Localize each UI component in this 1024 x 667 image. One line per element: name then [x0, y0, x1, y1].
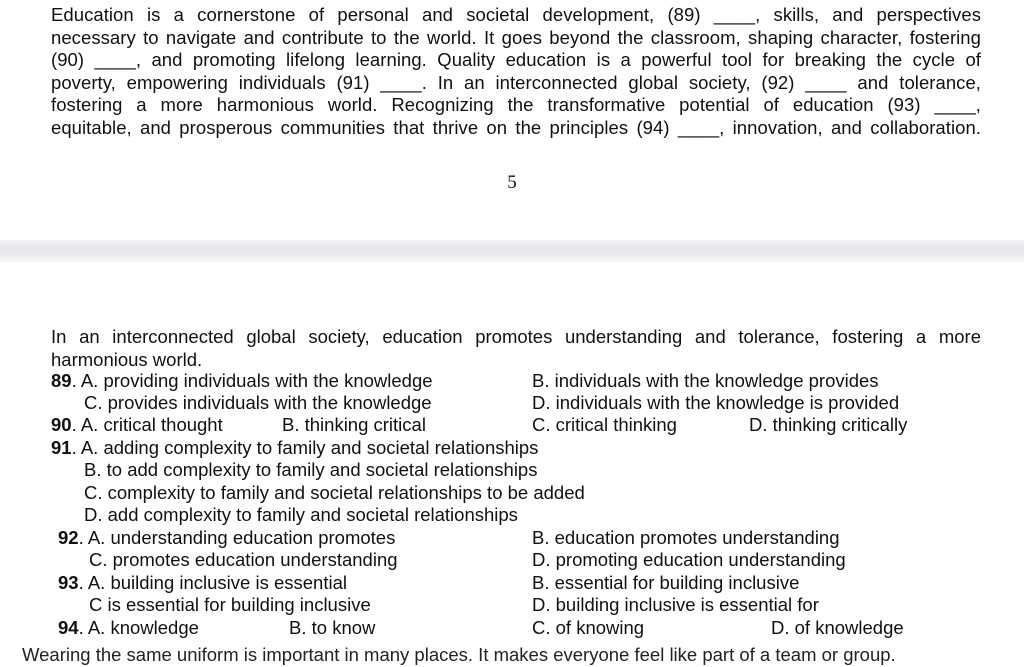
page-divider [0, 240, 1024, 262]
question-90-option-c: C. critical thinking [532, 414, 677, 435]
question-93-option-d: D. building inclusive is essential for [532, 594, 819, 615]
question-90-option-b: B. thinking critical [282, 414, 426, 435]
passage-line: fostering a more harmonious world. Recognizing the transformative potential of education (93) ____, [51, 94, 981, 115]
page-5 [0, 0, 1024, 240]
cloze-passage [51, 4, 981, 139]
question-number: 94 [58, 617, 79, 638]
question-94-option-b: B. to know [289, 617, 376, 638]
question-number: 91 [51, 437, 72, 458]
question-93-option-b: B. essential for building inclusive [532, 572, 800, 593]
question-92-option-d: D. promoting education understanding [532, 549, 846, 570]
question-89-option-b: B. individuals with the knowledge provides [532, 370, 879, 391]
question-number: 89 [51, 370, 72, 391]
question-92-option-b: B. education promotes understanding [532, 527, 840, 548]
question-91-option-b: B. to add complexity to family and societal relationships [84, 459, 538, 480]
question-93-option-a: 93. A. building inclusive is essential [58, 572, 347, 593]
question-number: 93 [58, 572, 79, 593]
question-92-option-c: C. promotes education understanding [89, 549, 398, 570]
summary-text [51, 326, 981, 371]
question-number: 90 [51, 414, 72, 435]
passage-line: Education is a cornerstone of personal and societal development, (89) ____, skills, and perspectives [51, 4, 981, 25]
question-93-option-c: C is essential for building inclusive [89, 594, 371, 615]
question-90-option-d: D. thinking critically [749, 414, 908, 435]
page-number: 5 [507, 172, 517, 193]
cutoff-next-passage: Wearing the same uniform is important in many places. It makes everyone feel like part of a team or group. [22, 644, 896, 665]
summary-line: harmonious world. [51, 348, 203, 370]
question-89-option-d: D. individuals with the knowledge is provided [532, 392, 900, 413]
passage-line: necessary to navigate and contribute to the world. It goes beyond the classroom, shaping character, fostering [51, 26, 981, 48]
question-number: 92 [58, 527, 79, 548]
question-89-option-c: C. provides individuals with the knowledge [84, 392, 432, 413]
question-89-option-a: 89. A. providing individuals with the knowledge [51, 370, 433, 391]
page-6 [0, 262, 1024, 665]
passage-line: equitable, and prosperous communities that thrive on the principles (94) ____, innovation, and collaboration. [51, 116, 981, 138]
question-94-option-c: C. of knowing [532, 617, 645, 638]
question-91-option-c: C. complexity to family and societal relationships to be added [84, 482, 585, 503]
question-90-option-a: 90. A. critical thought [51, 414, 223, 435]
question-92-option-a: 92. A. understanding education promotes [58, 527, 396, 548]
question-94-option-a: 94. A. knowledge [58, 617, 199, 638]
question-91-option-d: D. add complexity to family and societal relationships [84, 504, 518, 525]
question-94-option-d: D. of knowledge [771, 617, 904, 638]
question-91-option-a: 91. A. adding complexity to family and societal relationships [51, 437, 539, 458]
passage-line: (90) ____, and promoting lifelong learning. Quality education is a powerful tool for breaking the cycle of [51, 49, 981, 70]
passage-line: poverty, empowering individuals (91) ____. In an interconnected global society, (92) ____ and tolerance, [51, 71, 981, 93]
summary-line: In an interconnected global society, education promotes understanding and tolerance, fostering a more [51, 326, 981, 347]
